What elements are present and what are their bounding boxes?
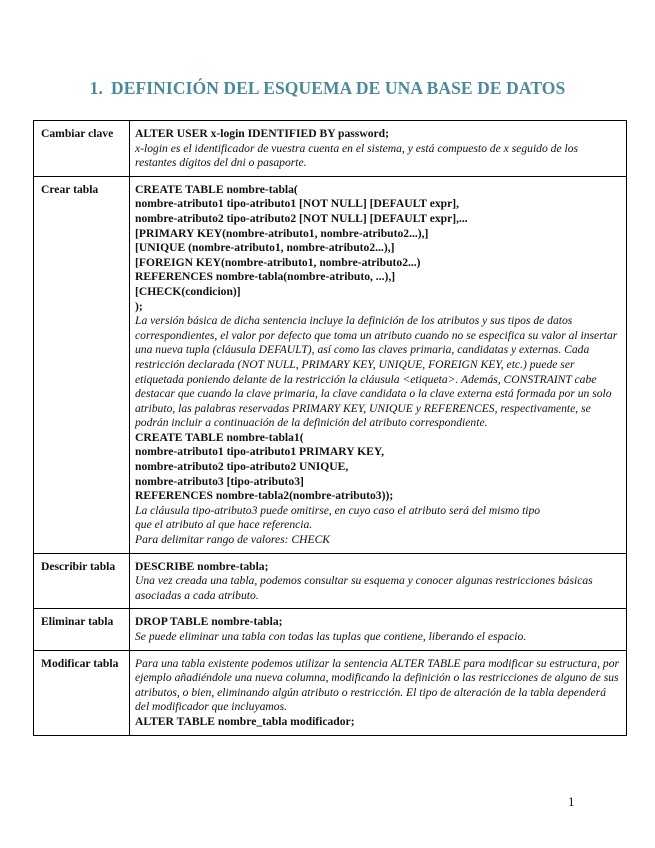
row-content	[130, 609, 627, 650]
table-row	[34, 176, 627, 553]
row-content	[130, 553, 627, 609]
sql-statement-line: nombre-atributo1 tipo-atributo1 PRIMARY KEY,	[135, 445, 385, 459]
explanation-text: Para una tabla existente podemos utilizar la sentencia ALTER TABLE para modificar su estructura, por ejemplo añadiéndole una nueva columna, modificando la definición o las restricciones de alguno de sus atributos, o bien, eliminando algún atributo o restricción. El tipo de alteración de la tabla dependerá del modificador que incluyamos.	[135, 656, 620, 714]
row-label: Describir tabla	[34, 553, 130, 609]
row-content	[130, 121, 627, 177]
sql-statement-line: nombre-atributo2 tipo-atributo2 [NOT NULL] [DEFAULT expr],...	[135, 211, 468, 225]
sql-statement-line: nombre-atributo1 tipo-atributo1 [NOT NULL] [DEFAULT expr],	[135, 197, 459, 211]
table-row	[34, 121, 627, 177]
explanation-text: Se puede eliminar una tabla con todas las tuplas que contiene, liberando el espacio.	[135, 630, 527, 643]
sql-statement-line: ALTER TABLE nombre_tabla modificador;	[135, 714, 355, 728]
sql-statement-line: [PRIMARY KEY(nombre-atributo1, nombre-atributo2...),]	[135, 226, 429, 240]
sql-statement-line: );	[135, 299, 143, 313]
sql-statement-line: DESCRIBE nombre-tabla;	[135, 559, 269, 573]
sql-statement-line: nombre-atributo3 [tipo-atributo3]	[135, 474, 304, 488]
table-row	[34, 650, 627, 735]
page-title	[0, 78, 655, 99]
row-label: Cambiar clave	[34, 121, 130, 177]
explanation-text: La versión básica de dicha sentencia incluye la definición de los atributos y sus tipos de datos correspondientes, el valor por defecto que toma un atributo cuando no se especifica su valor al insertar una nueva tupla (cláusula DEFAULT), así como las claves primaria, candidatas y externas. Cada restricción declarada (NOT NULL, PRIMARY KEY, UNIQUE, FOREIGN KEY, etc.) puede ser etiquetada poniendo delante de la restricción la cláusula <etiqueta>. Además, CONSTRAINT cabe destacar que cuando la clave primaria, la clave candidata o la clave externa está formada por un solo atributo, las palabras reservadas PRIMARY KEY, UNIQUE y REFERENCES, respectivamente, se podrán incluir a continuación de la definición del atributo correspondiente.	[135, 314, 618, 430]
page-number: 1	[568, 794, 575, 809]
sql-statement-line: [FOREIGN KEY(nombre-atributo1, nombre-atributo2...)	[135, 255, 421, 269]
explanation-text: Una vez creada una tabla, podemos consultar su esquema y conocer algunas restricciones básicas asociadas a cada atributo.	[135, 574, 593, 602]
explanation-text: x-login es el identificador de vuestra cuenta en el sistema, y está compuesto de x seguido de los restantes dígitos del dni o pasaporte.	[135, 141, 579, 170]
sql-statement-line: [CHECK(condicion)]	[135, 284, 241, 298]
heading-number: 1.	[89, 78, 103, 98]
row-label: Modificar tabla	[34, 650, 130, 735]
sql-statement-line: ALTER USER x-login IDENTIFIED BY password;	[135, 127, 389, 140]
row-label: Crear tabla	[34, 176, 130, 553]
row-content	[130, 176, 627, 553]
row-content	[130, 650, 627, 735]
row-label: Eliminar tabla	[34, 609, 130, 650]
sql-statement-line: CREATE TABLE nombre-tabla(	[135, 182, 298, 196]
sql-statement-line: CREATE TABLE nombre-tabla1(	[135, 430, 304, 444]
heading-title: DEFINICIÓN DEL ESQUEMA DE UNA BASE DE DATOS	[110, 78, 566, 98]
table-row	[34, 609, 627, 650]
table-row	[34, 553, 627, 609]
sql-statement-line: REFERENCES nombre-tabla(nombre-atributo, ...),]	[135, 270, 396, 284]
explanation-text: Para delimitar rango de valores: CHECK	[135, 533, 331, 547]
sql-statement-line: [UNIQUE (nombre-atributo1, nombre-atributo2...),]	[135, 241, 395, 255]
sql-statement-line: nombre-atributo2 tipo-atributo2 UNIQUE,	[135, 460, 349, 474]
sql-reference-table	[33, 120, 627, 736]
sql-statement-line: REFERENCES nombre-tabla2(nombre-atributo3));	[135, 489, 394, 503]
sql-statement-line: DROP TABLE nombre-tabla;	[135, 615, 283, 629]
explanation-text: La cláusula tipo-atributo3 puede omitirse, en cuyo caso el atributo será del mismo tipo	[135, 503, 541, 517]
explanation-text: que el atributo al que hace referencia.	[135, 518, 313, 532]
